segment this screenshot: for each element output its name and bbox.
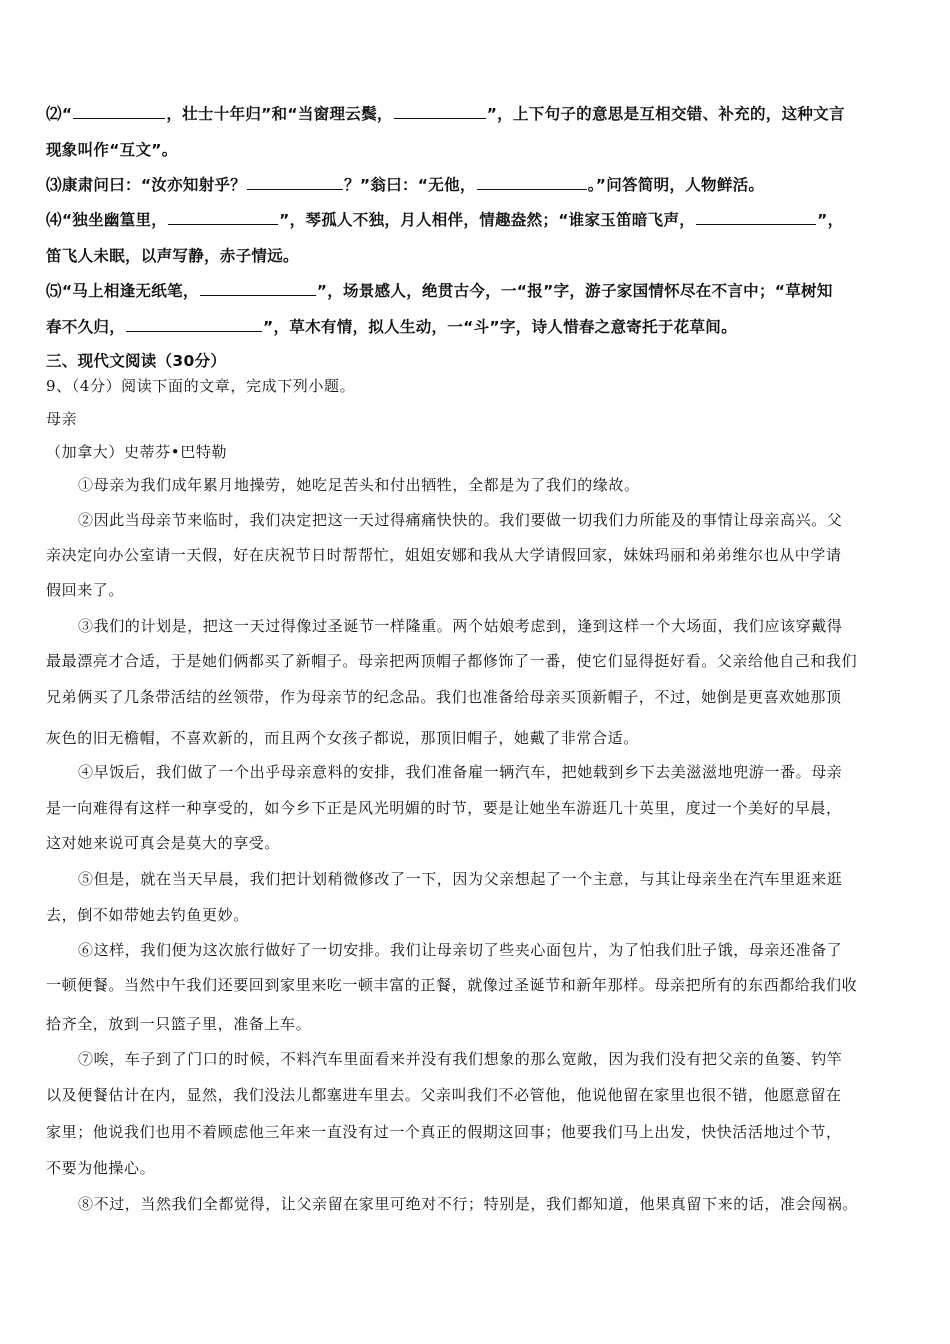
answer-blank[interactable]: [696, 223, 816, 225]
fill-in-question-2: ⑵“ ，壮士十年归”和“当窗理云鬓， ”，上下句子的意思是互相交错、补充的，这种文言: [46, 105, 845, 123]
article-line: ⑥这样，我们便为这次旅行做好了一切安排。我们让母亲切了些夹心面包片，为了怕我们肚子饿，母亲还准备了: [78, 941, 843, 959]
article-line: 去，倒不如带她去钓鱼更妙。: [46, 906, 249, 924]
article-line: 家里；他说我们也用不着顾虑他三年来一直没有过一个真正的假期这回事；他要我们马上出发，快快活活地过个节，: [46, 1123, 842, 1141]
question-number: ⑸: [46, 282, 62, 300]
answer-blank[interactable]: [126, 330, 262, 332]
article-line: 亲决定向办公室请一天假，好在庆祝节日时帮帮忙，姐姐安娜和我从大学请假回家，妹妹玛丽和弟弟维尔也从中学请: [46, 546, 842, 564]
article-line: ⑧不过，当然我们全都觉得，让父亲留在家里可绝对不行；特别是，我们都知道，他果真留下来的话，准会闯祸。: [78, 1195, 859, 1213]
article-line: ①母亲为我们成年累月地操劳，她吃足苦头和付出牺牲，全都是为了我们的缘故。: [78, 476, 640, 494]
article-line: ④早饭后，我们做了一个出乎母亲意料的安排，我们准备雇一辆汽车，把她载到乡下去美滋滋地兜游一番。母亲: [78, 763, 843, 781]
article-line: 这对她来说可真会是莫大的享受。: [46, 834, 281, 852]
section-title: 三、现代文阅读（30分）: [46, 352, 227, 370]
fill-in-question-4-continued: 笛飞人未眠，以声写静，赤子情远。: [46, 247, 299, 265]
article-line: ⑤但是，就在当天早晨，我们把计划稍微修改了一下，因为父亲想起了一个主意，与其让母亲坐在汽车里逛来逛: [78, 870, 843, 888]
answer-blank[interactable]: [247, 188, 343, 190]
fill-in-question-4: ⑷“独坐幽篁里， ”，琴孤人不独，月人相伴，情趣盎然；“谁家玉笛暗飞声， ”，: [46, 211, 844, 229]
article-line: 一顿便餐。当然中午我们还要回到家里来吃一顿丰富的正餐，就像过圣诞节和新年那样。母亲把所有的东西都给我们收: [46, 976, 858, 994]
article-line: 灰色的旧无檐帽，不喜欢新的，而且两个女孩子都说，那顶旧帽子，她戴了非常合适。: [46, 729, 639, 747]
question-number: ⑷: [46, 211, 62, 229]
answer-blank[interactable]: [477, 188, 587, 190]
fill-in-question-3: ⑶康肃问曰：“汝亦知射乎？ ？”翁曰：“无他， 。”问答简明，人物鲜活。: [46, 176, 765, 194]
article-line: 以及便餐估计在内，显然，我们没法儿都塞进车里去。父亲叫我们不必管他，他说他留在家里也很不错，他愿意留在: [46, 1086, 842, 1104]
article-title: 母亲: [46, 410, 78, 428]
article-line: ②因此当母亲节来临时，我们决定把这一天过得痛痛快快的。我们要做一切我们力所能及的事情让母亲高兴。父: [78, 511, 843, 529]
article-line: 是一向难得有这样一种享受的，如今乡下正是风光明媚的时节，要是让她坐车游逛几十英里，度过一个美好的早晨，: [46, 799, 842, 817]
fill-in-question-5-continued: 春不久归， ”，草木有情，拟人生动，一“斗”字，诗人惜春之意寄托于花草间。: [46, 318, 737, 336]
fill-in-question-2-continued: 现象叫作“互文”。: [46, 141, 178, 159]
fill-in-question-5: ⑸“马上相逢无纸笔， ”，场景感人，绝贯古今，一“报”字，游子家国情怀尽在不言中；“草树知: [46, 282, 833, 300]
article-line: 假回来了。: [46, 581, 125, 599]
article-line: 兄弟俩买了几条带活结的丝领带，作为母亲节的纪念品。我们也准备给母亲买顶新帽子，不过，她倒是更喜欢她那顶: [46, 688, 842, 706]
answer-blank[interactable]: [73, 117, 165, 119]
question-number: ⑶: [46, 176, 62, 194]
question-intro: 9、（4分）阅读下面的文章，完成下列小题。: [46, 377, 356, 395]
answer-blank[interactable]: [168, 223, 278, 225]
answer-blank[interactable]: [394, 117, 486, 119]
article-line: ⑦唉，车子到了门口的时候，不料汽车里面看来并没有我们想象的那么宽敞，因为我们没有把父亲的鱼篓、钓竿: [78, 1050, 843, 1068]
article-author: （加拿大）史蒂芬•巴特勒: [46, 443, 228, 461]
article-line: 拾齐全，放到一只篮子里，准备上车。: [46, 1015, 312, 1033]
answer-blank[interactable]: [200, 294, 316, 296]
question-number: ⑵: [46, 105, 62, 123]
article-line: 最最漂亮才合适，于是她们俩都买了新帽子。母亲把两顶帽子都修饰了一番，使它们显得挺好看。父亲给他自己和我们: [46, 652, 858, 670]
article-line: ③我们的计划是，把这一天过得像过圣诞节一样隆重。两个姑娘考虑到，逢到这样一个大场面，我们应该穿戴得: [78, 617, 843, 635]
article-line: 不要为他操心。: [46, 1159, 156, 1177]
